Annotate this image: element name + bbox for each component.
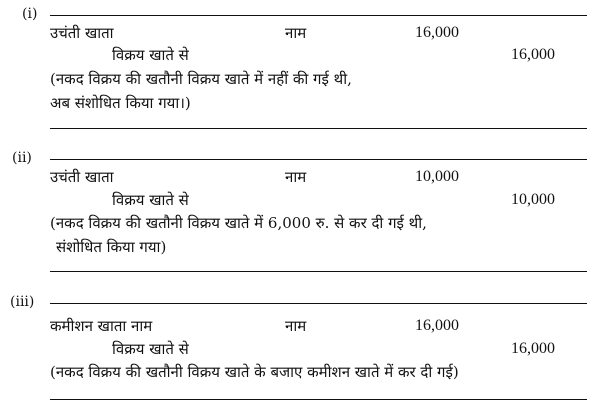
credit-amount: 10,000 — [511, 191, 555, 208]
debit-account: उचंती खाता — [50, 168, 114, 186]
separator-line — [50, 271, 587, 272]
separator-line — [50, 303, 587, 304]
credit-account: विक्रय खाते से — [112, 191, 189, 209]
separator-line — [50, 128, 587, 129]
narration-line: (नकद विक्रय की खतौनी विक्रय खाते में नहीं की गई थी, — [50, 70, 352, 88]
separator-line — [50, 399, 587, 400]
narration-line: (नकद विक्रय की खतौनी विक्रय खाते में 6,000 रु. से कर दी गई थी, — [50, 214, 427, 232]
entry-label: (i) — [22, 6, 38, 22]
debit-amount: 10,000 — [415, 168, 459, 185]
debit-marker: नाम — [285, 168, 307, 186]
credit-account: विक्रय खाते से — [112, 340, 189, 358]
debit-account: कमीशन खाता नाम — [50, 317, 153, 335]
narration-line: (नकद विक्रय की खतौनी विक्रय खाते के बजाए कमीशन खाते में कर दी गई) — [50, 363, 459, 381]
credit-account: विक्रय खाते से — [112, 46, 189, 64]
debit-account: उचंती खाता — [50, 24, 114, 42]
entry-label: (iii) — [10, 294, 35, 310]
debit-amount: 16,000 — [415, 24, 459, 41]
separator-line — [50, 15, 587, 16]
debit-marker: नाम — [285, 317, 307, 335]
narration-line: संशोधित किया गया) — [56, 238, 167, 256]
narration-line: अब संशोधित किया गया।) — [50, 94, 191, 112]
separator-line — [50, 159, 587, 160]
debit-marker: नाम — [285, 24, 307, 42]
credit-amount: 16,000 — [511, 340, 555, 357]
entry-label: (ii) — [12, 150, 32, 166]
debit-amount: 16,000 — [415, 317, 459, 334]
credit-amount: 16,000 — [511, 46, 555, 63]
